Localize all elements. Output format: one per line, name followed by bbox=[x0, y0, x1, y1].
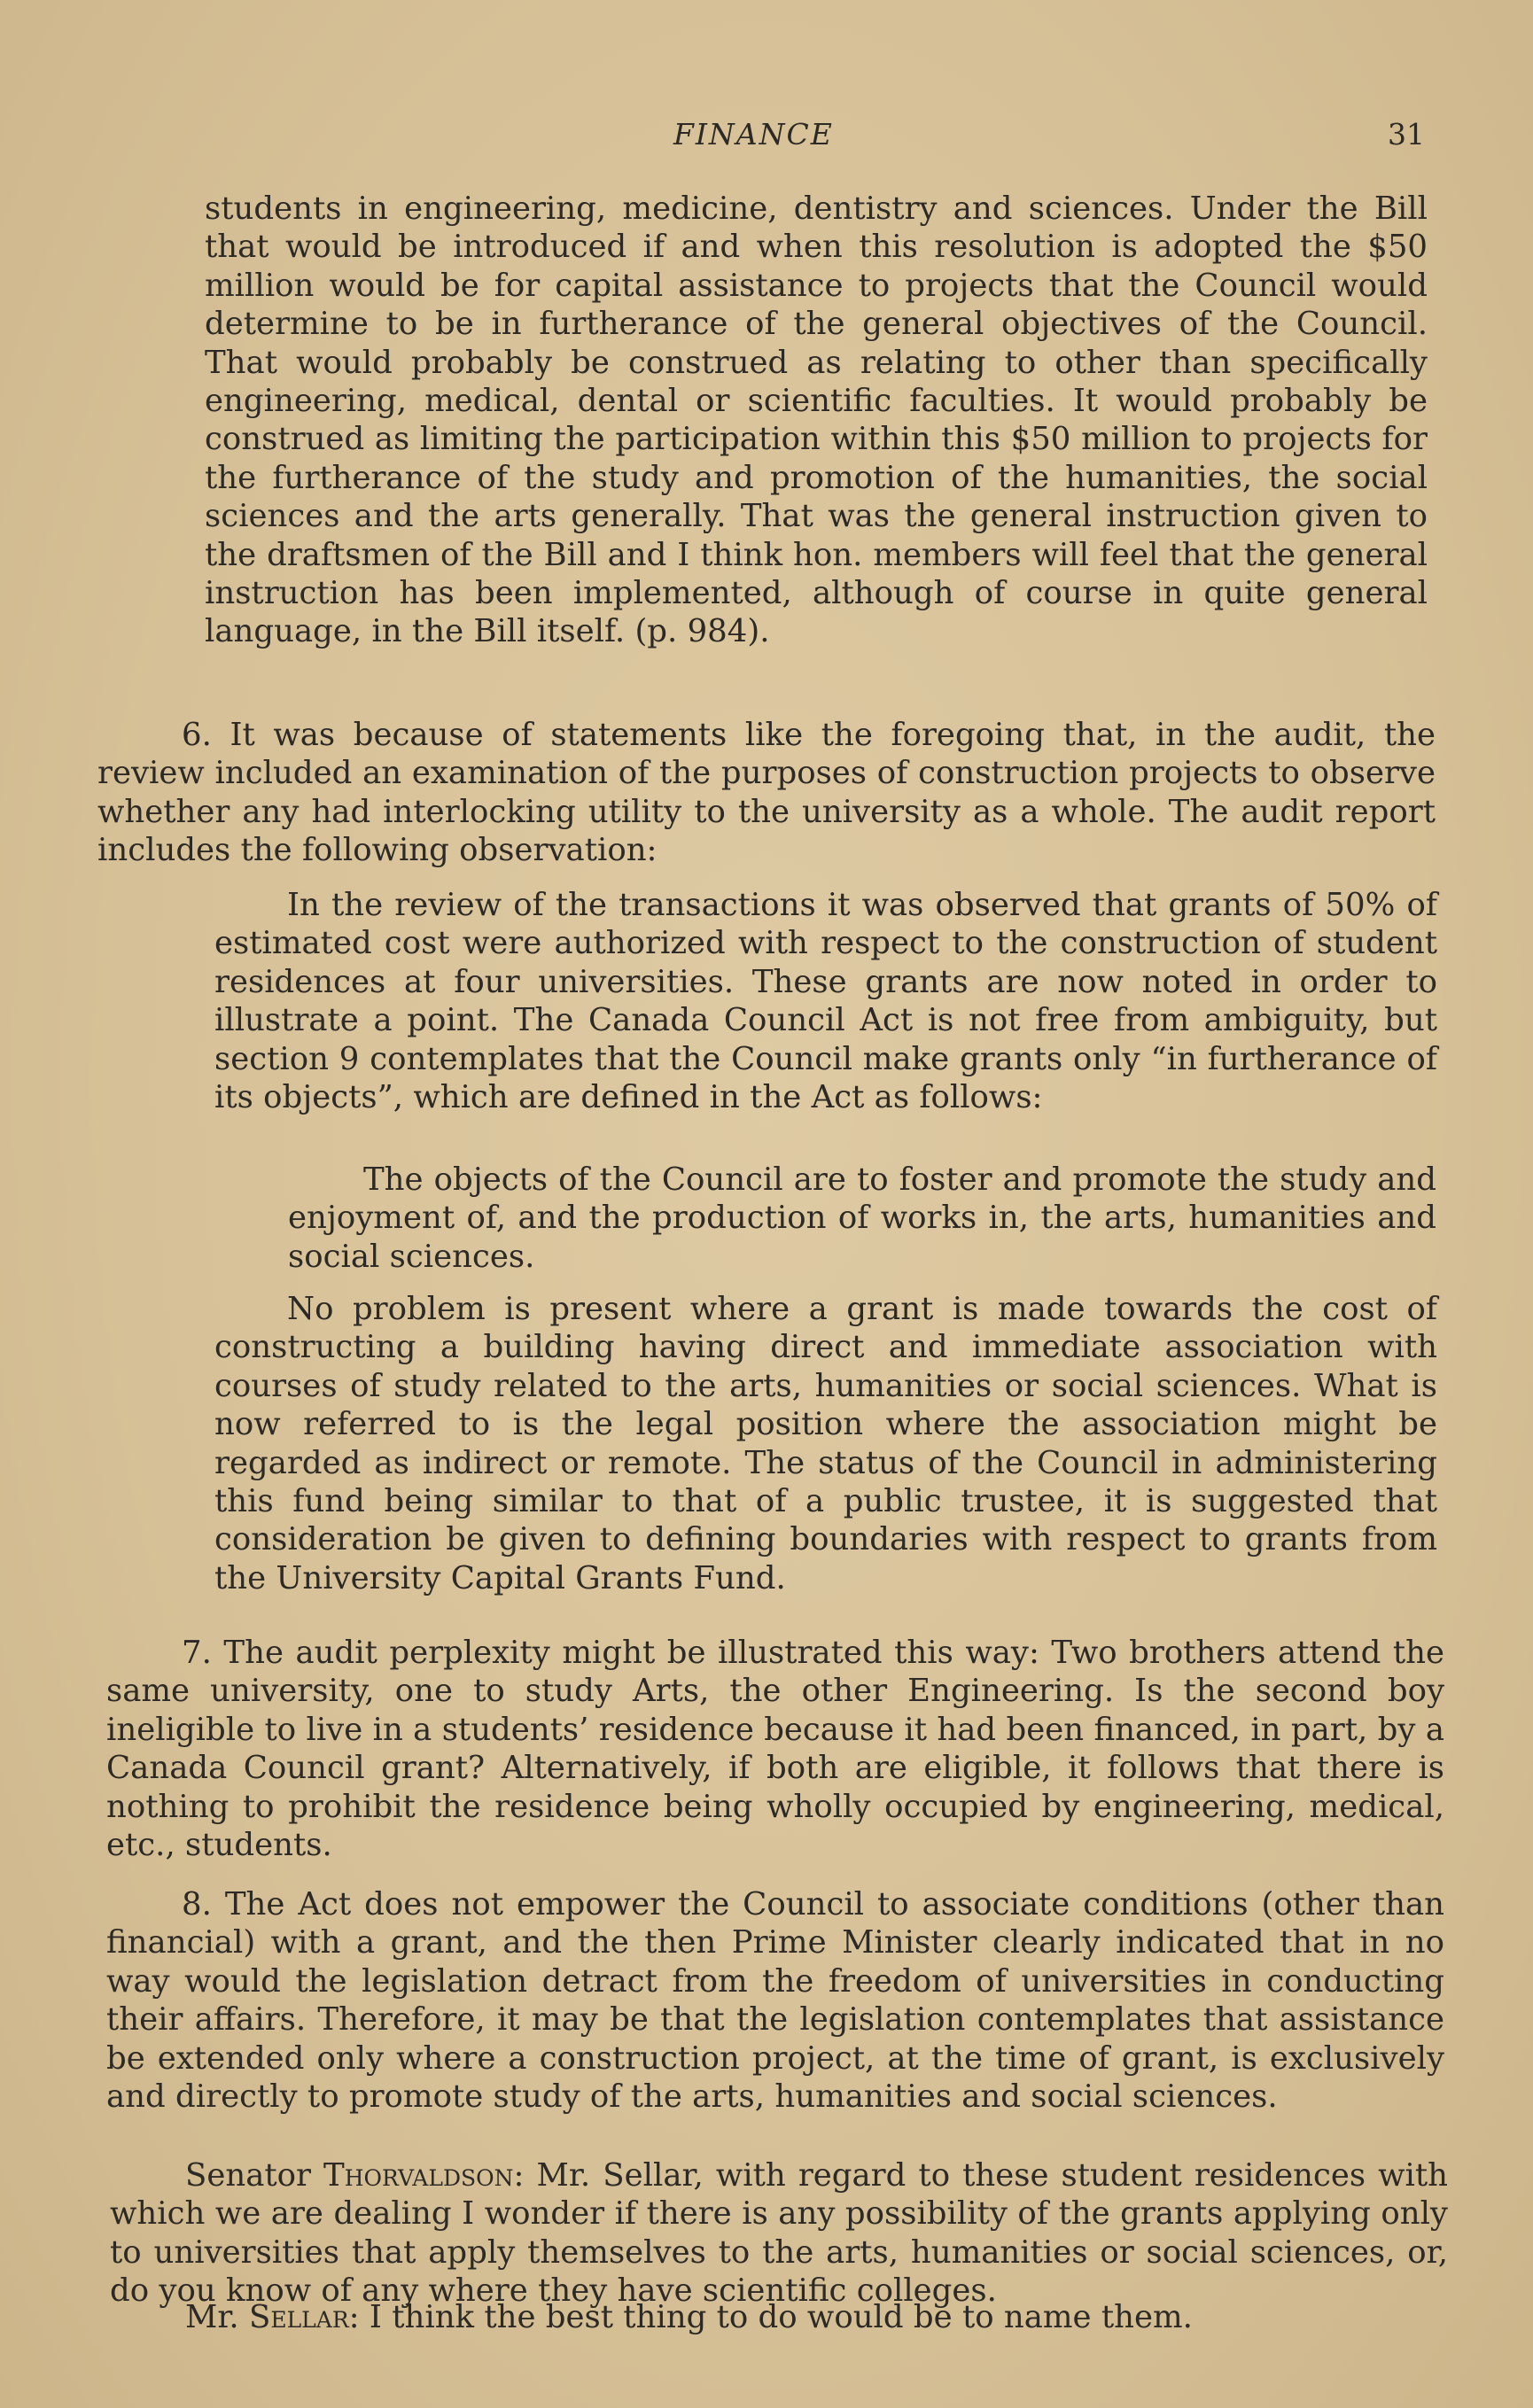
sellar-answer bbox=[110, 2298, 1448, 2336]
audit-observation-block: In the review of the transactions it was observed that grants of 50% of estimated cost were authorized with respect to the construction of student residences at four universities. These grants are now noted in order to illustrate a point. The Canada Council Act is not free from ambiguity, but section 9 contemplates that the Council make grants only “in furtherance of its objects”, which are defined in the Act as follows: bbox=[214, 887, 1437, 1116]
speaker-title: Senator bbox=[185, 2157, 324, 2194]
paragraph-8: 8. The Act does not empower the Council to associate conditions (other than financial) with a grant, and the then Prime Minister clearly indicated that in no way would the legislation detract from the freedom of universities in conducting their affairs. Therefore, it may be that the legislation contemplates that assistance be extended only where a construction project, at the time of grant, is exclusively and directly to promote study of the arts, humanities and social sciences. bbox=[106, 1886, 1444, 2116]
speaker-title: Mr. bbox=[185, 2299, 249, 2335]
speaker-name: Sellar bbox=[249, 2299, 349, 2335]
thorvaldson-question bbox=[110, 2156, 1448, 2311]
speech-text: : I think the best thing to do would be to name them. bbox=[348, 2299, 1193, 2335]
audit-observation-continuation: No problem is present where a grant is made towards the cost of constructing a building having direct and immediate association with courses of study related to the arts, humanities or social sciences. What is now referred to is the legal position where the association might be regarded as indirect or remote. The status of the Council in administering this fund being similar to that of a public trustee, it is suggested that consideration be given to defining boundaries with respect to grants from the University Capital Grants Fund. bbox=[214, 1291, 1437, 1596]
running-title: FINANCE bbox=[673, 117, 834, 151]
quoted-speech-continuation: students in engineering, medicine, dentistry and sciences. Under the Bill that would be introduced if and when this resolution is adopted the $50 million would be for capital assistance to projects that the Council would determine to be in furtherance of the general objectives of the Council. That would probably be construed as relating to other than specifically engineering, medical, dental or scientific faculties. It would probably be construed as limiting the participation within this $50 million to projects for the furtherance of the study and promotion of the humanities, the social sciences and the arts generally. That was the general instruction given to the draftsmen of the Bill and I think hon. members will feel that the general instruction has been implemented, although of course in quite general language, in the Bill itself. (p. 984). bbox=[205, 190, 1428, 650]
speech-text: : Mr. Sellar, with regard to these student residences with which we are dealing I wonder if there is any possibility of the grants applying only to universities that apply themselves to the arts, humanities or social sciences, or, do you know of any where they have scientific colleges. bbox=[110, 2157, 1448, 2310]
paragraph-7: 7. The audit perplexity might be illustrated this way: Two brothers attend the same university, one to study Arts, the other Engineering. Is the second boy ineligible to live in a students’ residence because it had been financed, in part, by a Canada Council grant? Alternatively, if both are eligible, it follows that there is nothing to prohibit the residence being wholly occupied by engineering, medical, etc., students. bbox=[106, 1635, 1444, 1864]
act-objects-quote: The objects of the Council are to foster and promote the study and enjoyment of, and the production of works in, the arts, humanities and social sciences. bbox=[288, 1161, 1436, 1275]
page-header bbox=[0, 117, 1533, 161]
speaker-name: Thorvaldson bbox=[323, 2157, 514, 2194]
paragraph-6: 6. It was because of statements like the foregoing that, in the audit, the review included an examination of the purposes of construction projects to observe whether any had interlocking utility to the university as a whole. The audit report includes the following observation: bbox=[97, 717, 1436, 869]
page-number: 31 bbox=[1388, 117, 1425, 151]
